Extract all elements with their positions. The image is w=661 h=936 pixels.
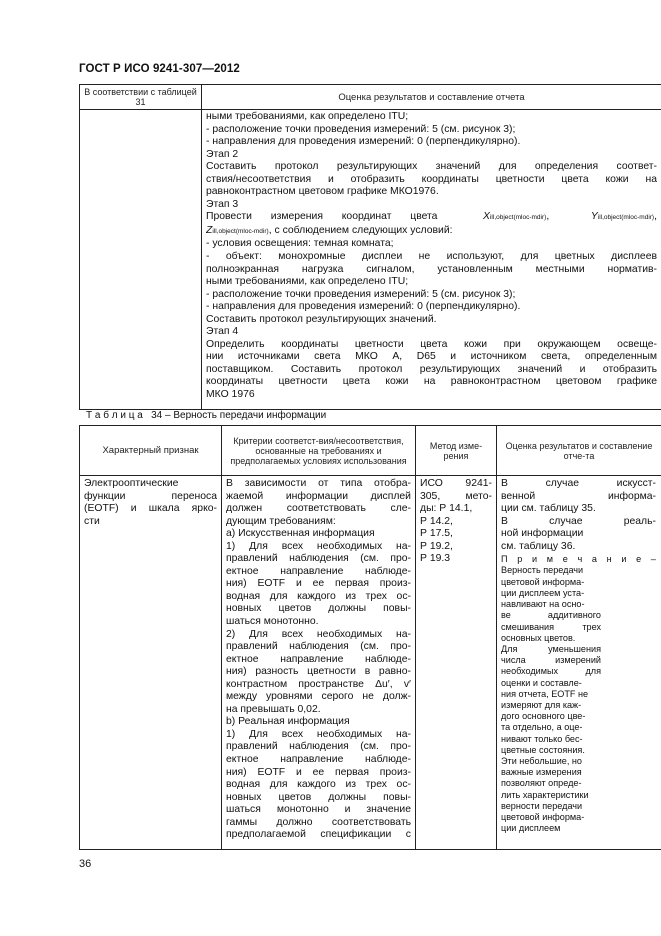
text-line: 1) Для всех необходимых на- [226,728,411,740]
math-x: X [483,211,490,223]
table2-feature-cell [80,476,222,850]
text-line: правлений наблюдения (см. про- [226,641,411,653]
text-line: венной информа- [501,490,656,502]
table2-header-criteria: Критерии соответст-вия/несоответствия, основанные на требованиях и предполагаемых условиях использования [222,426,416,476]
text-line: - объект: монохромные дисплеи не используют, для цветных дисплеев [206,251,657,263]
text-line: между уровнями серого не долж- [226,691,411,703]
text-line: должен соответствовать сле- [226,503,411,515]
table2-header-feature: Характерный признак [80,426,222,476]
text-line: b) Реальная информация [226,716,350,728]
text-line: координаты цветности цвета кожи на равноконтрастном цветовом графике [206,376,657,388]
note-line: Эти небольшие, но [501,755,582,766]
table1-content-cell [202,110,661,410]
text-line: МКО 1976 [206,389,255,401]
text-line: поставщиком. Составить протокол результирующих значений и отобразить [206,363,657,375]
note-line: Верность передачи [501,565,584,576]
text-line: Составить протокол результирующих значений для определения соответ- [206,161,657,173]
text-line: ния) разность цветности в равно- [226,666,411,678]
note-line: смешивания трех [501,621,601,632]
text-line: Р 19.2, [420,540,453,552]
text-line: - расположение точки проведения измерений: 5 (см. рисунок 3); [206,288,516,300]
text-line: ды: Р 14.1, [420,503,473,515]
text-line: Этап 3 [206,198,239,210]
note-line: та отдельно, а оце- [501,722,583,733]
text-line: Составить протокол результирующих значений. [206,313,437,325]
note-line: числа измерений [501,655,601,666]
note-line: нивают только бес- [501,733,583,744]
note-line: основных цветов. [501,632,576,643]
text-line: Электрооптические [84,478,179,489]
table2-header-method: Метод изме-рения [416,426,497,476]
note-line: цветовой информа- [501,576,585,587]
text-segment: с соблюдением следующих условий: [274,224,453,236]
document-header-title: ГОСТ Р ИСО 9241-307—2012 [79,63,240,75]
text-line: ной информации [501,528,584,540]
note-line: цветные состояния. [501,744,585,755]
table1-empty-cell [80,110,202,410]
note-line: важные измерения [501,767,582,778]
text-line: ектное направление наблюде- [226,653,411,665]
text-line: Этап 2 [206,148,239,160]
note-line: ции дисплеем уста- [501,587,585,598]
text-line: см. таблицу 36. [501,540,576,552]
text-line: гаммы должно соответствовать [226,816,411,828]
table1-col2-header: Оценка результатов и составление отчета [202,85,661,110]
table2-header-evaluation: Оценка результатов и составление отче-та [497,426,661,476]
text-line: - расположение точки проведения измерений: 5 (см. рисунок 3); [206,123,516,135]
text-line: Определить координаты цветности цвета кожи при окружающем освеще- [206,338,657,350]
text-line: - направления для проведения измерений: 0 (перпендикулярно). [206,301,521,313]
note-line: позволяют опреде- [501,778,582,789]
math-subscript: ill,object(mloc-mdir) [597,214,655,222]
text-line: равноконтрастном цветовом графике МКО1976. [206,186,439,198]
text-line: ектное направление наблюде- [226,754,411,766]
math-subscript: ill,object(mloc-mdir) [212,227,269,235]
text-line: сти [84,515,100,527]
math-y: Y [590,211,598,223]
note-line: Для уменьшения [501,643,601,654]
text-segment: Провести измерения координат цвета [206,211,438,223]
text-line: шаться монотонно. [226,616,319,628]
table-31-continuation [79,84,661,410]
text-line: Р 19.3 [420,553,451,565]
table2-note [501,554,656,834]
text-line: 1) Для всех необходимых на- [226,540,411,552]
page-number: 36 [79,858,92,870]
note-line: цветовой информа- [501,811,585,822]
text-line: Zill,object(mloc-mdir), с соблюдением следующих условий: [206,224,453,236]
note-line: необходимых для [501,666,601,677]
text-line: водная для каждого из трех ос- [226,779,411,791]
text-line: жаемой информации дисплей [226,490,411,502]
text-line: водная для каждого из трех ос- [226,590,411,602]
text-line: на превышать 0,02. [226,703,321,715]
table1-col1-header: В соответствии с таблицей 31 [80,85,202,110]
table2-evaluation-cell [497,476,661,850]
text-line: правлений наблюдения (см. про- [226,553,411,565]
text-line: 2) Для всех необходимых на- [226,628,411,640]
table2-criteria-cell [222,476,416,850]
text-line: - условия освещения: темная комната; [206,238,394,250]
text-line: ствия/несоответствия и отобразить координаты цветности цвета кожи на [206,173,657,185]
note-line: лить характеристики [501,789,589,800]
text-line: новных цветов должны повы- [226,791,411,803]
note-line: верности передачи [501,800,583,811]
text-line: контрастном пространстве Δu′, v′ [226,678,411,690]
text-line: полноэкранная нагрузка сигналом, установленным местными норматив- [206,263,657,275]
text-line: Р 14.2, [420,515,453,527]
text-line: новных цветов должны повы- [226,603,411,615]
math-z: Z [206,224,213,236]
note-line: измеряют для каж- [501,699,582,710]
math-subscript: ill,object(mloc-mdir) [489,214,547,222]
text-line: ции см. таблицу 35. [501,503,596,515]
text-line: шаться монотонно и значение [226,804,411,816]
note-line: оценки и составле- [501,677,582,688]
text-line: - направления для проведения измерений: 0 (перпендикулярно). [206,136,521,148]
note-line: дого основного цве- [501,711,586,722]
text-line: Этап 4 [206,326,239,338]
text-line: ния) EOTF и ее первая произ- [226,578,411,590]
measure-coordinates-line: Провести измерения координат цвета Xill,object(mloc-mdir), Yill,object(mloc-mdir), [206,211,657,223]
text-line: В зависимости от типа отобра- [226,478,411,489]
text-line: ИСО 9241- [420,478,492,489]
text-line: ными требованиями, как определено ITU; [206,111,409,122]
note-line: навливают на осно- [501,599,585,610]
text-line: нии источниками света МКО A, D65 и источником света, определенным [206,351,657,363]
text-line: (EOTF) и шкала ярко- [84,503,217,515]
note-line: П р и м е ч а н и е – [501,554,656,565]
table2-method-cell [416,476,497,850]
text-line: правлений наблюдения (см. про- [226,741,411,753]
text-line: предполагаемой спецификации с [226,829,411,841]
table-34-caption: Т а б л и ц а 34 – Верность передачи информации [86,410,327,421]
text-line: Р 17.5, [420,528,453,540]
text-line: а) Искусственная информация [226,528,375,540]
note-line: ции дисплеем [501,823,561,834]
note-line: ния отчета, EOTF не [501,688,589,699]
text-line: ния) EOTF и ее первая произ- [226,766,411,778]
text-line: В случае искусст- [501,478,656,489]
text-line: функции переноса [84,490,217,502]
text-line: В случае реаль- [501,515,656,527]
text-line: 305, мето- [420,490,492,502]
text-line: дующим требованиям: [226,515,336,527]
text-line: ектное направление наблюде- [226,565,411,577]
note-line: ве аддитивного [501,610,601,621]
table-34 [79,425,661,850]
text-line: ными требованиями, как определено ITU; [206,276,409,288]
